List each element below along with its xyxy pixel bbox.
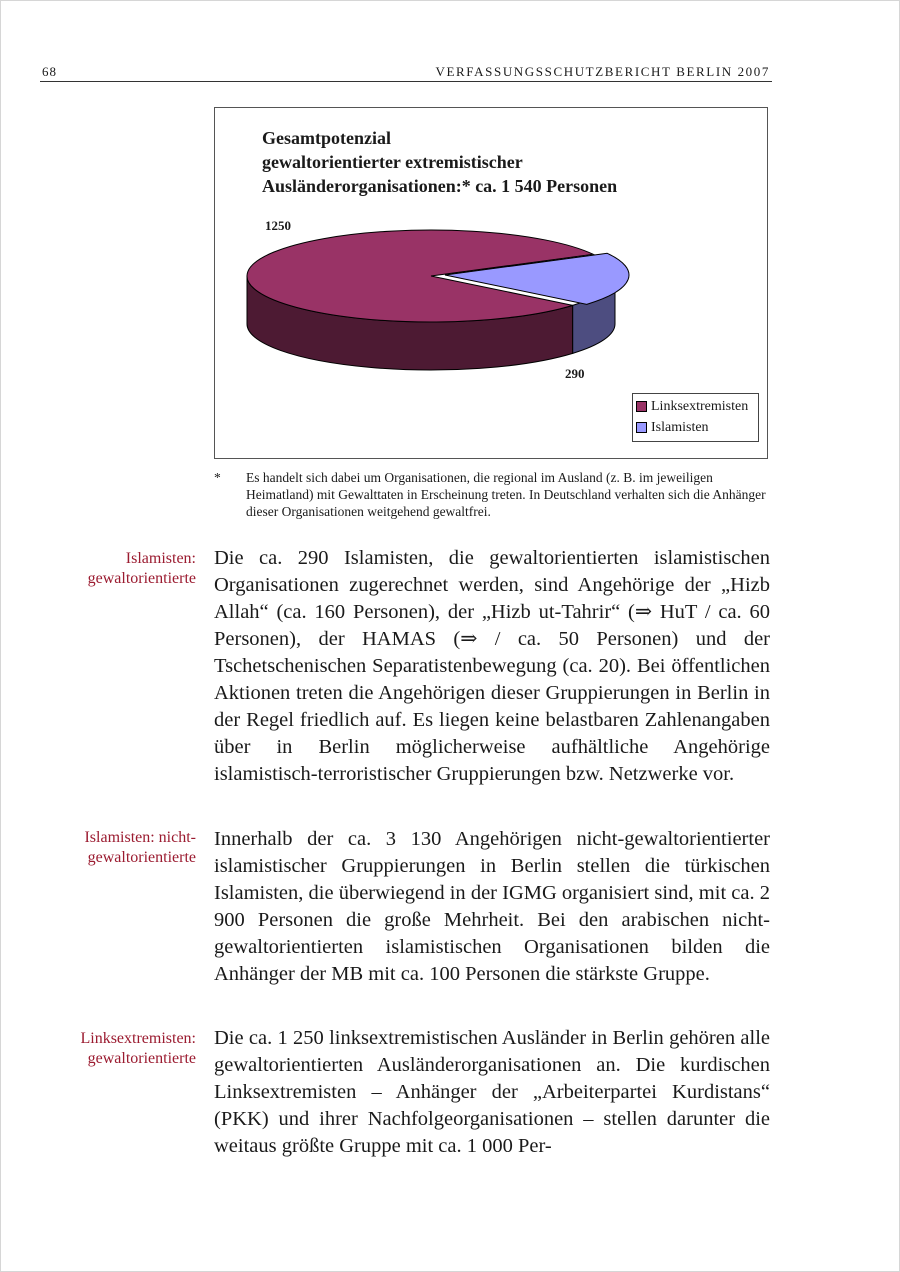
legend-swatch-linksextremisten (636, 401, 647, 412)
footnote-marker: * (214, 470, 221, 485)
chart-title-line-1: Gesamtpotenzial (262, 128, 391, 148)
legend-swatch-islamisten (636, 422, 647, 433)
header-rule (40, 81, 772, 82)
chart-legend (632, 393, 759, 442)
legend-item-islamisten (633, 417, 758, 438)
paragraph: Die ca. 290 Islamisten, die gewaltorientierten islamistischen Organisationen zugerechnet werden, sind Angehörige der „Hizb Allah“ (ca. 160 Personen), der „Hizb ut-Tahrir“ (⇒ HuT / ca. 60 Personen), der HAMAS (⇒ / ca. 50 Personen) und der Tschetschenischen Separatistenbewegung (ca. 20). Bei öffentlichen Aktionen treten die Angehörigen dieser Gruppierungen in Berlin in der Regel friedlich auf. Es liegen keine belastbaren Zahlenangaben über in Berlin möglicherweise aufhältliche Angehörige islamistisch-terroristischer Gruppierungen bzw. Netzwerke vor. (214, 547, 770, 785)
margin-note: Linksextremisten: gewaltorientierte (80, 1030, 196, 1067)
chart-title-line-2: gewaltorientierter extremistischer (262, 152, 523, 172)
legend-label: Linksextremisten (651, 398, 749, 414)
legend-label: Islamisten (651, 419, 709, 435)
margin-note: Islamisten: nicht-gewaltorientierte (84, 829, 196, 866)
footnote-text: Es handelt sich dabei um Organisationen, die regional im Ausland (z. B. im jeweiligen Heimatland) mit Gewalttaten in Erscheinung treten. In Deutschland verhalten sich die Anhänger dieser Organisationen weitgehend gewaltfrei. (246, 470, 766, 519)
running-title: VERFASSUNGSSCHUTZBERICHT BERLIN 2007 (435, 64, 770, 79)
data-label-islamisten: 290 (565, 366, 585, 381)
paragraph: Innerhalb der ca. 3 130 Angehörigen nicht-gewaltorientierter islamistischer Gruppierungen in Berlin stellen die türkischen Islamisten, die überwiegend in der IGMG organisiert sind, mit ca. 2 900 Personen die große Mehrheit. Bei den arabischen nicht-gewaltorientierten islamistischen Organisationen bilden die Anhänger der MB mit ca. 100 Personen die stärkste Gruppe. (214, 828, 770, 985)
data-label-linksextremisten: 1250 (265, 218, 291, 233)
legend-item-linksextremisten (633, 396, 758, 417)
paragraph: Die ca. 1 250 linksextremistischen Ausländer in Berlin gehören alle gewaltorientierten Ausländerorganisationen an. Die kurdischen Linksextremisten – Anhänger der „Arbeiterpartei Kurdistans“ (PKK) und ihrer Nachfolgeorganisationen – stellen darunter die weitaus größte Gruppe mit ca. 1 000 Per- (214, 1027, 770, 1157)
margin-note: Islamisten: gewaltorientierte (87, 550, 196, 587)
page-number: 68 (42, 64, 57, 79)
pie-chart (214, 107, 768, 459)
chart-title-line-3: Ausländerorganisationen:* ca. 1 540 Personen (262, 176, 618, 196)
